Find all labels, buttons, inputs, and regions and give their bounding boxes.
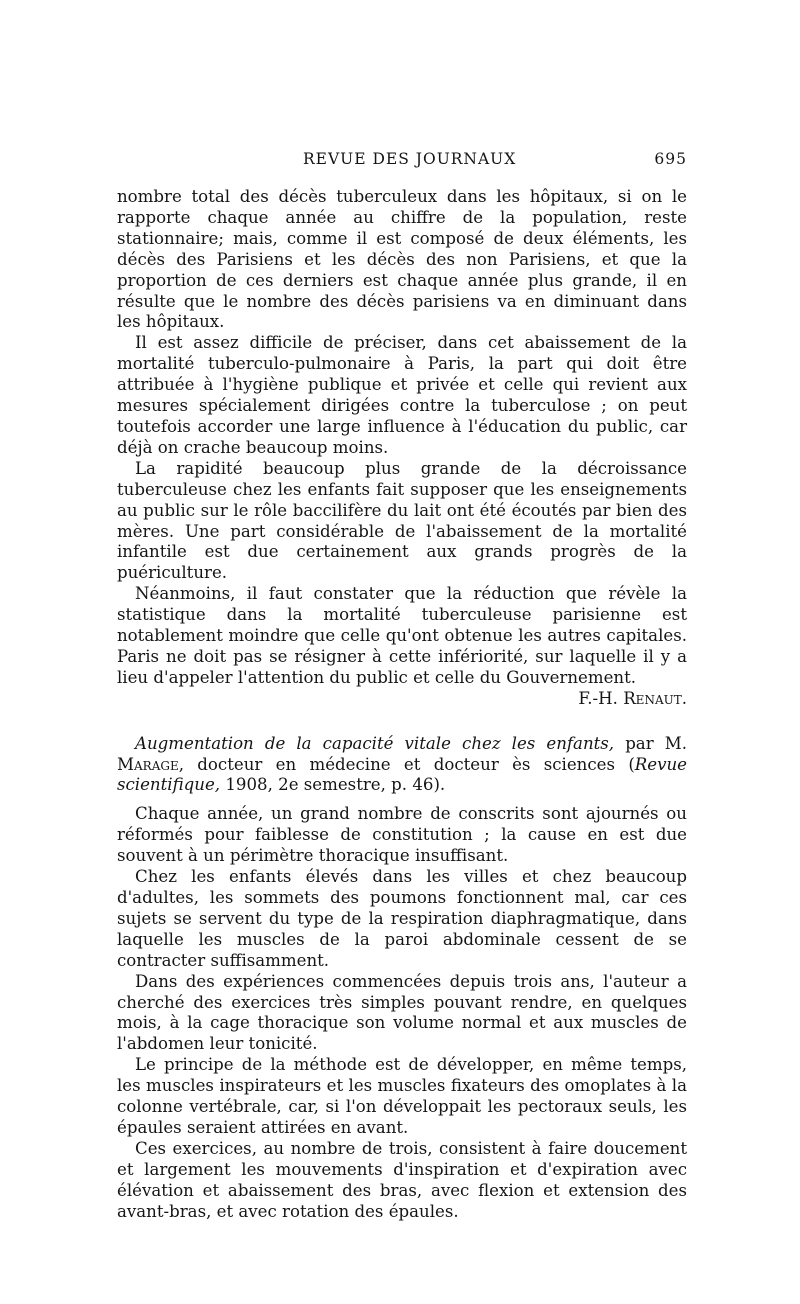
signature-name: Renaut. (623, 688, 687, 708)
article-heading (117, 734, 687, 797)
paragraph: Il est assez difficile de préciser, dans cet abaissement de la mortalité tuberculo-pulmonaire à Paris, la part qui doit être attribuée à l'hygiène publique et privée et celle qui revient aux mesures spécialement dirigées contre la tuberculose ; on peut toutefois accorder une large influence à l'éducation du public, car déjà on crache beaucoup moins. (117, 333, 687, 457)
journal-name: Revue scientifique, (117, 754, 687, 795)
paragraph: Néanmoins, il faut constater que la réduction que révèle la statistique dans la mortalité tuberculeuse parisienne est notablement moindre que celle qu'ont obtenue les autres capitales. Paris ne doit pas se résigner à cette infériorité, sur laquelle il y a lieu d'appeler l'attention du public et celle du Gouvernement. (117, 584, 687, 687)
paragraph: Ces exercices, au nombre de trois, consistent à faire doucement et largement les mouvements d'inspiration et d'expiration avec élévation et abaissement des bras, avec flexion et extension des avant-bras, et avec rotation des épaules. (117, 1138, 687, 1221)
author-credentials: docteur en médecine et docteur ès sciences ( (183, 754, 635, 774)
article-author: Marage, (117, 754, 184, 774)
paragraph: Chez les enfants élevés dans les villes et chez beaucoup d'adultes, les sommets des poumons fonctionnent mal, car ces sujets se servent du type de la respiration diaphragmatique, dans laquelle les muscles de la paroi abdominale cessent de se contracter suffisamment. (117, 867, 687, 970)
article-vital-capacity-body (117, 804, 687, 1222)
page-number: 695 (654, 150, 687, 168)
paragraph: Dans des expériences commencées depuis trois ans, l'auteur a cherché des exercices très simples pouvant rendre, en quelques mois, à la cage thoracique son volume normal et aux muscles de l'abdomen leur tonicité. (117, 971, 687, 1054)
paragraph: nombre total des décès tuberculeux dans les hôpitaux, si on le rapporte chaque année au chiffre de la population, reste stationnaire; mais, comme il est composé de deux éléments, les décès des Parisiens et les décès des non Parisiens, et que la proportion de ces derniers est chaque année plus grande, il en résulte que le nombre des décès parisiens va en diminuant dans les hôpitaux. (117, 187, 687, 332)
running-title: REVUE DES JOURNAUX (303, 150, 517, 168)
journal-page (117, 150, 687, 1223)
author-signature (117, 689, 687, 710)
signature-initials: F.-H. (578, 688, 624, 708)
article-title: Augmentation de la capacité vitale chez les enfants, (135, 733, 615, 753)
citation-details: 1908, 2e semestre, p. 46). (220, 775, 446, 795)
byline-connector: par M. (614, 733, 687, 753)
paragraph: La rapidité beaucoup plus grande de la décroissance tuberculeuse chez les enfants fait supposer que les enseignements au public sur le rôle baccilifère du lait ont été écoutés par bien des mères. Une part considérable de l'abaissement de la mortalité infantile est due certainement aux grands progrès de la puériculture. (117, 458, 687, 583)
article-tuberculosis-continuation (117, 187, 687, 710)
paragraph: Chaque année, un grand nombre de conscrits sont ajournés ou réformés pour faiblesse de constitution ; la cause en est due souvent à un périmètre thoracique insuffisant. (117, 804, 687, 866)
paragraph: Le principe de la méthode est de développer, en même temps, les muscles inspirateurs et les muscles fixateurs des omoplates à la colonne vertébrale, car, si l'on développait les pectoraux seuls, les épaules seraient attirées en avant. (117, 1055, 687, 1137)
article-separator (117, 710, 687, 734)
page-header (117, 150, 687, 172)
